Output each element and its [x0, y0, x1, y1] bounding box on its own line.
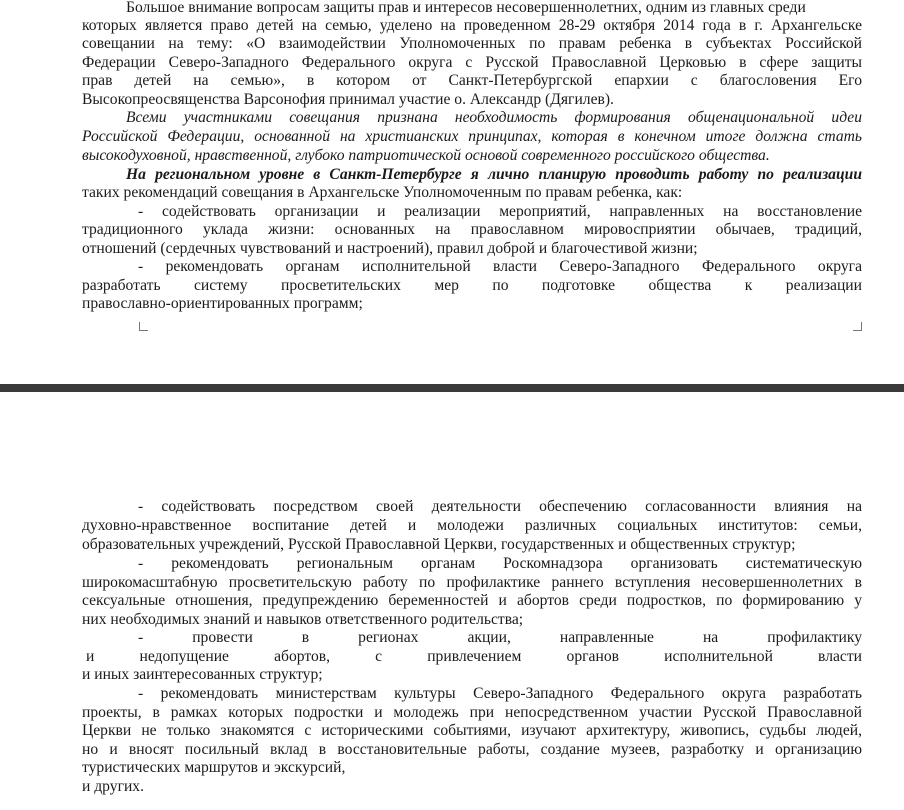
list-item-6-line-2: проекты, в рамках которых подростки и молодежь при непосредственном участии Русской Православной [82, 704, 862, 721]
document-page-2 [0, 392, 904, 810]
paragraph-2-line-2: Российской Федерации, основанной на христианских принципах, которая в конечном итоге должна стать [82, 128, 862, 145]
list-item-5-line-2: и недопущение абортов, с привлечением органов исполнительной власти [86, 648, 862, 665]
list-item-1-line-2: традиционного уклада жизни: основанных на православном мировосприятии обычаев, традиций, [82, 221, 862, 238]
paragraph-3-bold-line: На региональном уровне в Санкт-Петербурге я лично планирую проводить работу по реализации [126, 166, 862, 183]
text-boundary-corner-right [853, 322, 862, 331]
list-item-1-line-3: отношений (сердечных чувствований и настроений), правил доброй и благочестивой жизни; [82, 240, 698, 257]
list-item-2-line-3: православно-ориентированных программ; [82, 295, 363, 312]
list-item-4-line-2: широкомасштабную просветительскую работу по профилактике раннего вступления несовершеннолетних в [82, 574, 862, 591]
list-item-3-line-3: образовательных учреждений, Русской Православной Церкви, государственных и общественных структур; [82, 536, 796, 553]
list-item-6-line-5: туристических маршрутов и экскурсий, [82, 759, 346, 776]
list-item-2-line-1: - рекомендовать органам исполнительной власти Северо-Западного Федерального округа [138, 258, 862, 275]
list-item-6-line-6: и других. [82, 778, 145, 795]
paragraph-1-line-1: Большое внимание вопросам защиты прав и интересов несовершеннолетних, одним из главных среди [126, 0, 806, 16]
paragraph-1-line-2: которых является право детей на семью, уделено на проведенном 28-29 октября 2014 года в г. Архангельске [82, 17, 862, 34]
list-item-4-line-3: сексуальные отношения, предупреждению беременностей и абортов среди подростков, по формированию у [82, 592, 862, 609]
list-item-1-line-1: - содействовать организации и реализации мероприятий, направленных на восстановление [138, 203, 862, 220]
list-item-6-line-3: Церкви не только знакомятся с историческими событиями, изучают архитектуру, живопись, судьбы людей, [82, 722, 862, 739]
paragraph-1-line-4: Федерации Северо-Западного Федерального округа с Русской Православной Церковью в сфере защиты [82, 54, 862, 71]
list-item-6-line-4: но и вносят посильный вклад в восстановительные работы, создание музеев, разработку и организацию [82, 741, 862, 758]
list-item-3-line-2: духовно-нравственное воспитание детей и молодежи различных социальных институтов: семьи, [82, 517, 862, 534]
list-item-4-line-4: них необходимых знаний и навыков ответственного родительства; [82, 611, 524, 628]
list-item-3-line-1: - содействовать посредством своей деятельности обеспечению согласованности влияния на [138, 498, 862, 515]
page-break-separator [0, 384, 904, 392]
list-item-4-line-1: - рекомендовать региональным органам Роскомнадзора организовать систематическую [138, 555, 862, 572]
paragraph-1-line-5: прав детей на семью», в котором от Санкт-Петербургской епархии с благословения Его [82, 72, 862, 89]
list-item-6-line-1: - рекомендовать министерствам культуры Северо-Западного Федерального округа разработать [138, 685, 862, 702]
paragraph-2-line-3: высокодуховной, нравственной, глубоко патриотической основой современного российского общества. [82, 147, 770, 164]
paragraph-1-line-3: совещании на тему: «О взаимодействии Уполномоченных по правам ребенка в субъектах Российской [82, 35, 862, 52]
paragraph-2-line-1: Всеми участниками совещания признана необходимость формирования общенациональной идеи [126, 109, 862, 126]
list-item-5-line-1: - провести в регионах акции, направленные на профилактику [138, 629, 862, 646]
list-item-2-line-2: разработать систему просветительских мер по подготовке общества к реализации [82, 277, 862, 294]
text-boundary-corner-left [139, 322, 148, 331]
paragraph-3-line-2: таких рекомендаций совещания в Архангельске Уполномоченным по правам ребенка, как: [82, 184, 683, 201]
paragraph-1-line-6: Высокопреосвященства Варсонофия принимал участие о. Александр (Дягилев). [82, 91, 614, 108]
list-item-5-line-3: и иных заинтересованных структур; [82, 666, 323, 683]
document-page-1 [0, 0, 904, 384]
